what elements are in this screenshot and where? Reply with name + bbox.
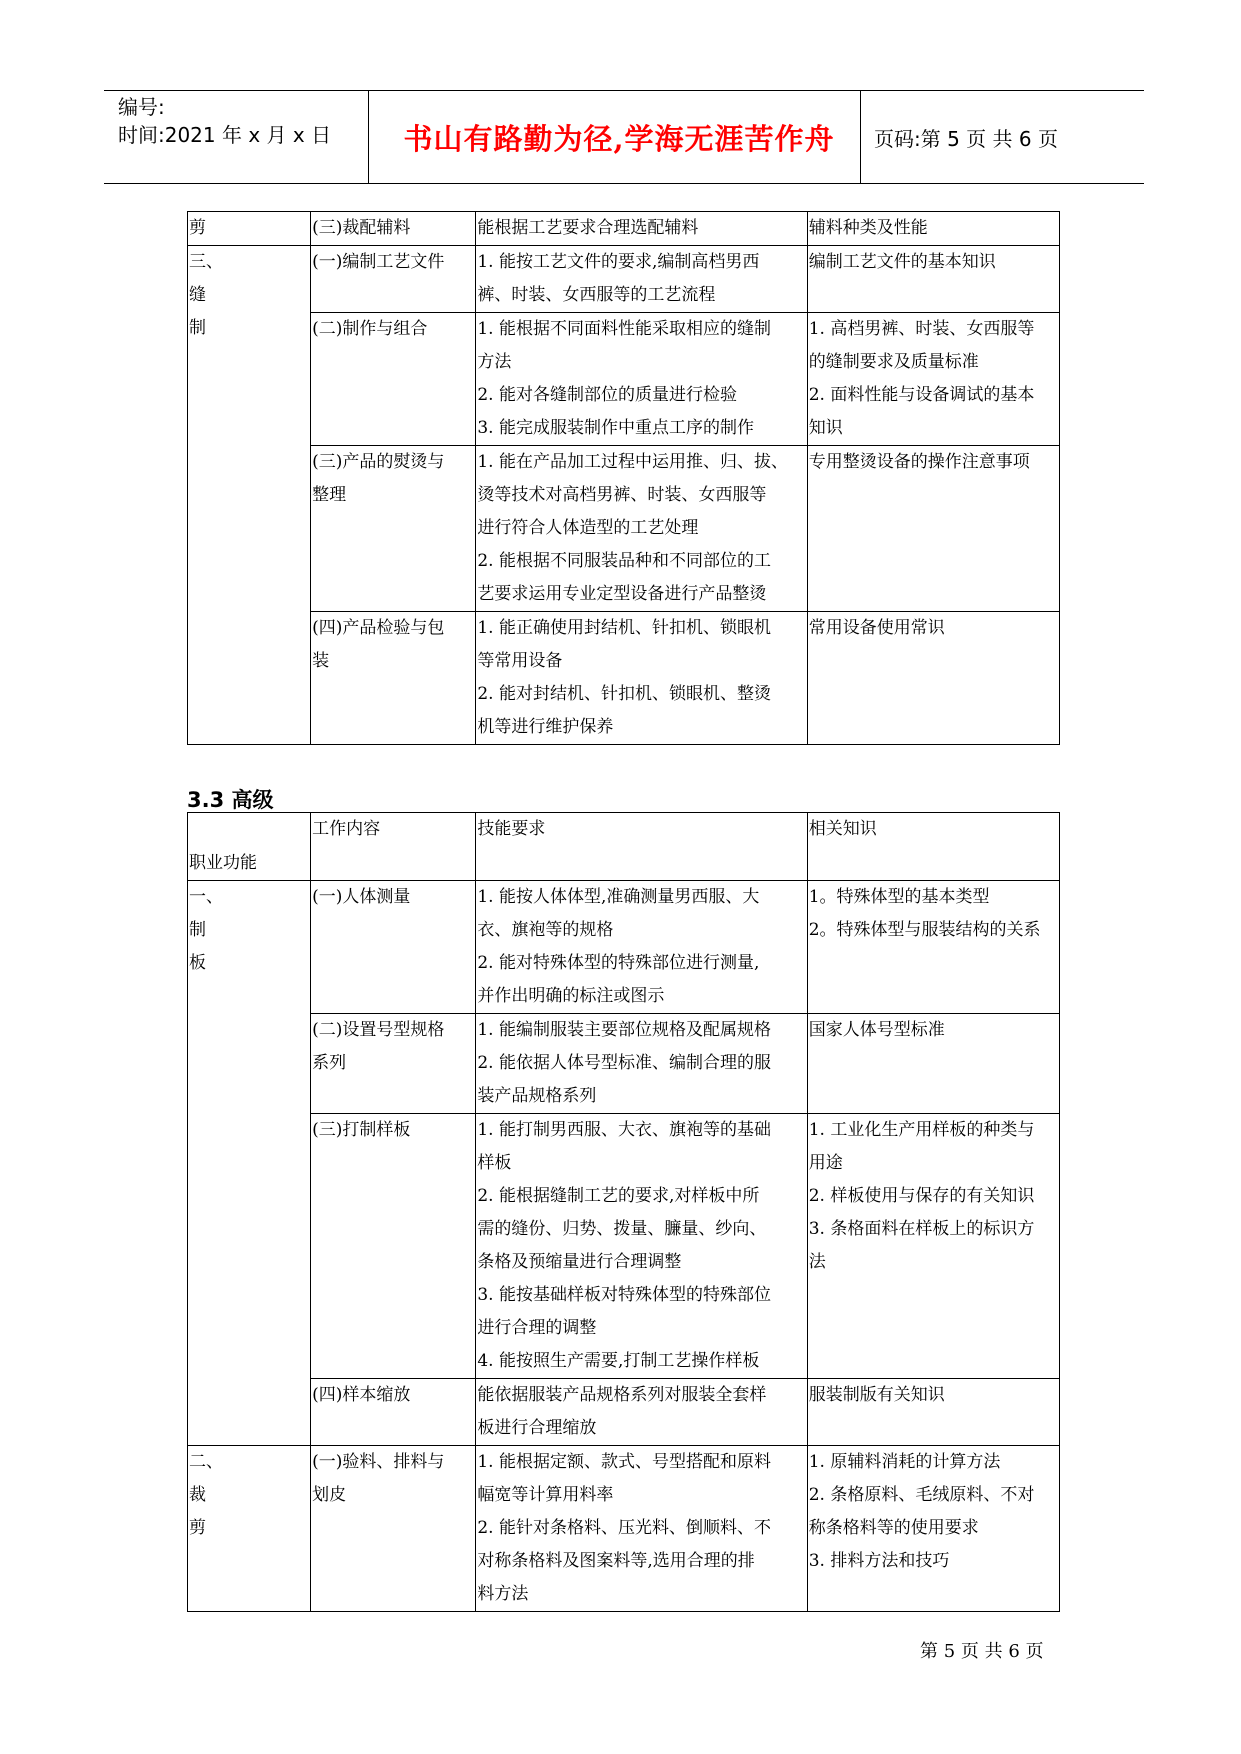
skill-line: 装产品规格系列	[477, 1086, 597, 1106]
func-cell: 三、 缝 制	[188, 246, 311, 745]
skill-line: 进行符合人体造型的工艺处理	[477, 518, 699, 538]
knowledge-line: 知识	[808, 418, 843, 438]
skill-line: 对称条格料及图案料等,选用合理的排	[477, 1551, 755, 1571]
knowledge-line: 称条格料等的使用要求	[808, 1518, 979, 1538]
table-row	[188, 1379, 1060, 1446]
skill-line: 幅宽等计算用料率	[477, 1485, 614, 1505]
header-meta	[118, 93, 331, 149]
knowledge-line: 3. 条格面料在样板上的标识方	[808, 1219, 1035, 1239]
skills-cell	[476, 246, 807, 313]
knowledge-line: 辅料种类及性能	[808, 218, 928, 238]
skill-line: 1. 能打制男西服、大衣、旗袍等的基础	[477, 1120, 771, 1140]
header-knowledge: 相关知识	[807, 813, 1059, 881]
skills-cell	[476, 1446, 807, 1612]
content-cell	[311, 246, 476, 313]
skills-table-intermediate-continued	[187, 211, 1060, 745]
knowledge-cell	[807, 1379, 1059, 1446]
skill-line: 1. 能编制服装主要部位规格及配属规格	[477, 1020, 771, 1040]
table-row	[188, 1446, 1060, 1612]
skills-cell	[476, 612, 807, 745]
knowledge-line: 常用设备使用常识	[808, 618, 945, 638]
content-cell: (二)设置号型规格 系列	[311, 1014, 476, 1114]
header-page-number: 页码:第 5 页 共 6 页	[874, 126, 1058, 151]
skill-line: 3. 能按基础样板对特殊体型的特殊部位	[477, 1285, 771, 1305]
knowledge-cell	[807, 246, 1059, 313]
skill-line: 1. 能在产品加工过程中运用推、归、拔、	[477, 452, 788, 472]
page-footer: 第 5 页 共 6 页	[920, 1641, 1044, 1662]
knowledge-line: 1. 高档男裤、时装、女西服等	[808, 319, 1035, 339]
skill-line: 1. 能按人体体型,准确测量男西服、大	[477, 887, 760, 907]
content-line: (一)编制工艺文件	[312, 252, 445, 272]
skill-line: 1. 能根据不同面料性能采取相应的缝制	[477, 319, 771, 339]
table-row	[188, 1114, 1060, 1379]
skill-line: 能根据工艺要求合理选配辅料	[477, 218, 699, 238]
knowledge-cell	[807, 881, 1059, 1014]
skill-line: 2. 能对封结机、针扣机、锁眼机、整烫	[477, 684, 771, 704]
skills-cell	[476, 212, 807, 246]
skills-cell	[476, 446, 807, 612]
table-row	[188, 313, 1060, 446]
content-cell: (一)人体测量	[311, 881, 476, 1014]
skill-line: 需的缝份、归势、拨量、臁量、纱向、	[477, 1219, 767, 1239]
knowledge-cell	[807, 1114, 1059, 1379]
skill-line: 条格及预缩量进行合理调整	[477, 1252, 682, 1272]
skill-line: 机等进行维护保养	[477, 717, 614, 737]
knowledge-line: 1. 工业化生产用样板的种类与	[808, 1120, 1035, 1140]
knowledge-cell	[807, 1014, 1059, 1114]
header-skills: 技能要求	[476, 813, 807, 881]
knowledge-cell	[807, 612, 1059, 745]
content-cell: (三)产品的熨烫与 整理	[311, 446, 476, 612]
knowledge-line: 1。特殊体型的基本类型	[808, 887, 990, 907]
knowledge-line: 专用整烫设备的操作注意事项	[808, 452, 1030, 472]
header-content: 工作内容	[311, 813, 476, 881]
knowledge-line: 用途	[808, 1153, 843, 1173]
knowledge-line: 服装制版有关知识	[808, 1385, 945, 1405]
knowledge-line: 2. 样板使用与保存的有关知识	[808, 1186, 1035, 1206]
table-row	[188, 212, 1060, 246]
knowledge-line: 国家人体号型标准	[808, 1020, 945, 1040]
header-func	[188, 813, 311, 881]
skill-line: 并作出明确的标注或图示	[477, 986, 665, 1006]
knowledge-cell	[807, 212, 1059, 246]
func-cell: 二、 裁 剪	[188, 1446, 311, 1612]
section-title: 3.3 高级	[187, 788, 274, 812]
table-row	[188, 612, 1060, 745]
knowledge-line: 法	[808, 1252, 826, 1272]
header-func-label: 职业功能	[189, 853, 257, 873]
document-time-label: 时间:2021 年 x 月 x 日	[118, 123, 332, 147]
skill-line: 2. 能根据不同服装品种和不同部位的工	[477, 551, 771, 571]
content-cell: (三)裁配辅料	[311, 212, 476, 246]
page-header	[104, 90, 1144, 184]
header-divider	[368, 91, 369, 183]
knowledge-cell	[807, 313, 1059, 446]
skill-line: 2. 能对特殊体型的特殊部位进行测量,	[477, 953, 760, 973]
table-row	[188, 446, 1060, 612]
skills-cell	[476, 881, 807, 1014]
content-cell: (二)制作与组合	[311, 313, 476, 446]
table-header-row	[188, 813, 1060, 881]
header-motto: 书山有路勤为径,学海无涯苦作舟	[403, 121, 835, 156]
skills-cell	[476, 1114, 807, 1379]
skill-line: 裤、时装、女西服等的工艺流程	[477, 285, 716, 305]
skill-line: 2. 能对各缝制部位的质量进行检验	[477, 385, 737, 405]
knowledge-line: 3. 排料方法和技巧	[808, 1551, 950, 1571]
skill-line: 进行合理的调整	[477, 1318, 597, 1338]
skills-cell	[476, 313, 807, 446]
func-cell: 剪	[188, 212, 311, 246]
skill-line: 1. 能正确使用封结机、针扣机、锁眼机	[477, 618, 771, 638]
skill-line: 1. 能按工艺文件的要求,编制高档男西	[477, 252, 760, 272]
skills-cell	[476, 1379, 807, 1446]
skill-line: 3. 能完成服装制作中重点工序的制作	[477, 418, 754, 438]
header-divider	[860, 91, 861, 183]
skill-line: 烫等技术对高档男裤、时装、女西服等	[477, 485, 767, 505]
skill-line: 能依据服装产品规格系列对服装全套样	[477, 1385, 767, 1405]
skill-line: 方法	[477, 352, 512, 372]
knowledge-line: 编制工艺文件的基本知识	[808, 252, 996, 272]
content-cell: (一)验料、排料与 划皮	[311, 1446, 476, 1612]
content-cell: (三)打制样板	[311, 1114, 476, 1379]
skill-line: 4. 能按照生产需要,打制工艺操作样板	[477, 1351, 760, 1371]
skill-line: 1. 能根据定额、款式、号型搭配和原料	[477, 1452, 771, 1472]
skill-line: 2. 能针对条格料、压光料、倒顺料、不	[477, 1518, 771, 1538]
skill-line: 艺要求运用专业定型设备进行产品整烫	[477, 584, 767, 604]
skill-line: 样板	[477, 1153, 512, 1173]
skill-line: 2. 能依据人体号型标准、编制合理的服	[477, 1053, 771, 1073]
content-cell: (四)产品检验与包 装	[311, 612, 476, 745]
table-row	[188, 1014, 1060, 1114]
knowledge-cell	[807, 1446, 1059, 1612]
knowledge-line: 1. 原辅料消耗的计算方法	[808, 1452, 1001, 1472]
knowledge-line: 2. 条格原料、毛绒原料、不对	[808, 1485, 1035, 1505]
knowledge-line: 2. 面料性能与设备调试的基本	[808, 385, 1035, 405]
skill-line: 料方法	[477, 1584, 529, 1604]
skill-line: 等常用设备	[477, 651, 563, 671]
skills-cell	[476, 1014, 807, 1114]
knowledge-line: 2。特殊体型与服装结构的关系	[808, 920, 1041, 940]
content-cell: (四)样本缩放	[311, 1379, 476, 1446]
skill-line: 2. 能根据缝制工艺的要求,对样板中所	[477, 1186, 760, 1206]
table-row	[188, 246, 1060, 313]
skill-line: 衣、旗袍等的规格	[477, 920, 614, 940]
skills-table-advanced	[187, 812, 1060, 1612]
skill-line: 板进行合理缩放	[477, 1418, 597, 1438]
func-cell: 一、 制 板	[188, 881, 311, 1446]
document-number-label: 编号:	[118, 95, 165, 119]
knowledge-cell	[807, 446, 1059, 612]
knowledge-line: 的缝制要求及质量标准	[808, 352, 979, 372]
table-row	[188, 881, 1060, 1014]
